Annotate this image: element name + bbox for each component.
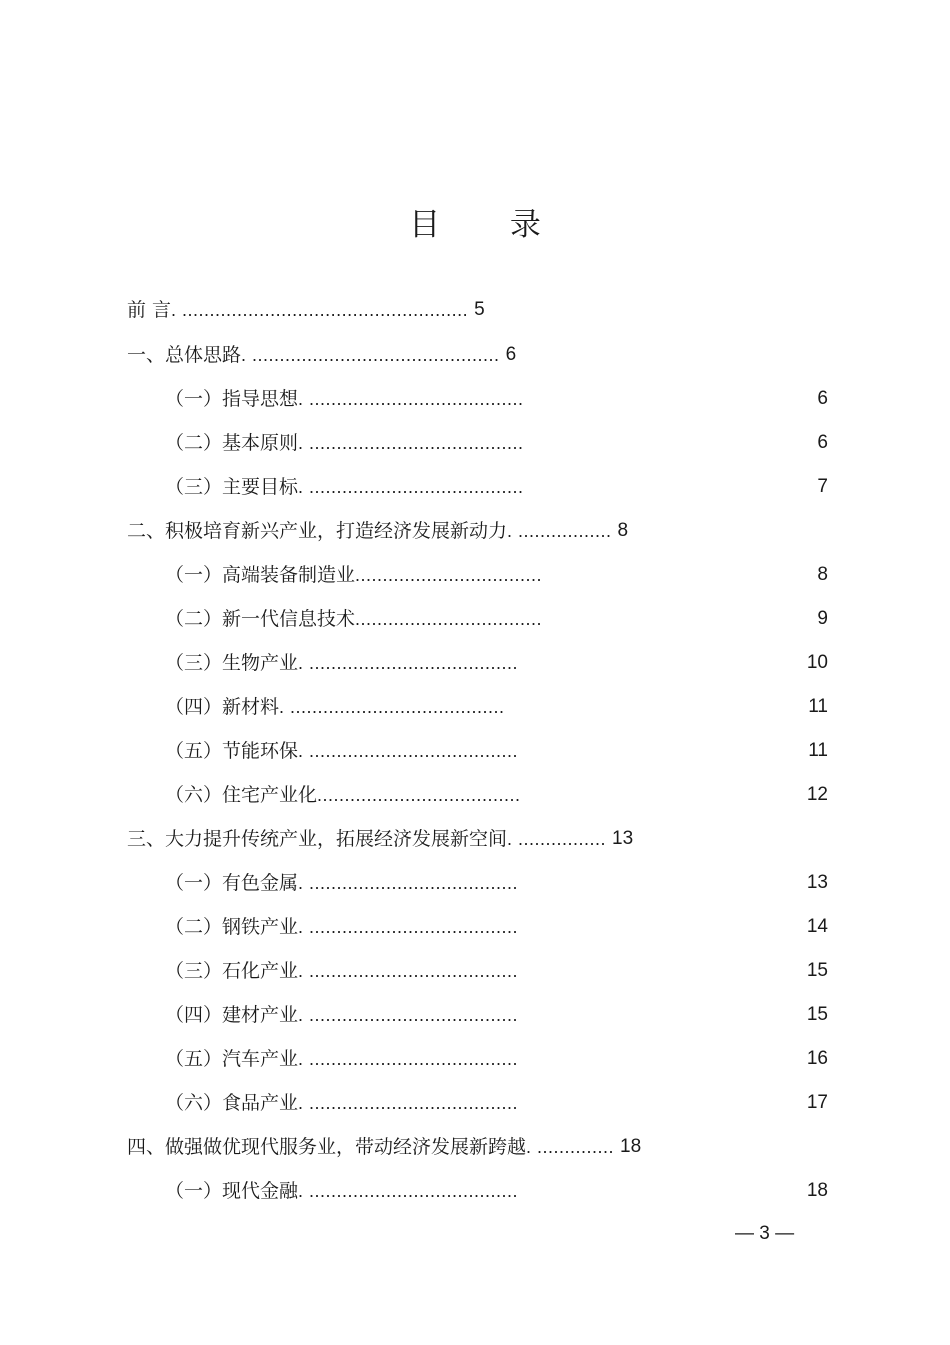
toc-leader-dots: . ................ bbox=[507, 829, 607, 849]
toc-entry-3-1[interactable] bbox=[165, 868, 518, 898]
toc-leader-dots: .................................. bbox=[355, 565, 543, 585]
toc-page-number: 8 bbox=[617, 520, 629, 541]
toc-page-number: 8 bbox=[817, 564, 828, 585]
toc-entry-label: （二）基本原则 bbox=[165, 432, 299, 454]
toc-page-number: 5 bbox=[474, 299, 485, 320]
toc-entry-1-2[interactable] bbox=[165, 428, 524, 458]
toc-page-number: 10 bbox=[806, 652, 828, 673]
toc-entry-2-3[interactable] bbox=[165, 648, 518, 678]
toc-page-number: 6 bbox=[505, 344, 517, 365]
toc-entry-label: 三、大力提升传统产业，拓展经济发展新空间 bbox=[127, 828, 508, 850]
toc-entry-label: 前 言 bbox=[127, 299, 172, 321]
toc-entry-label: 四、做强做优现代服务业，带动经济发展新跨越 bbox=[127, 1136, 527, 1158]
toc-page-number: 11 bbox=[808, 696, 828, 717]
toc-leader-dots: .................................. bbox=[355, 609, 543, 629]
page-footer-number: — 3 — bbox=[735, 1223, 795, 1244]
toc-entry-label: （二）钢铁产业 bbox=[165, 916, 299, 938]
toc-entry-label: （四）新材料 bbox=[165, 696, 280, 718]
toc-entry-label: （四）建材产业 bbox=[165, 1004, 299, 1026]
toc-leader-dots: . ...................................... bbox=[298, 917, 519, 937]
toc-leader-dots: . ...................................... bbox=[298, 653, 519, 673]
toc-entry-3-5[interactable] bbox=[165, 1044, 518, 1074]
toc-entry-3-4[interactable] bbox=[165, 1000, 518, 1030]
toc-entry-label: （三）生物产业 bbox=[165, 652, 299, 674]
toc-entry-label: （一）高端装备制造业 bbox=[165, 564, 356, 586]
toc-entry-section-2[interactable] bbox=[127, 516, 628, 546]
toc-entry-label: （一）有色金属 bbox=[165, 872, 299, 894]
toc-page-number: 13 bbox=[806, 872, 828, 893]
toc-entry-2-1[interactable] bbox=[165, 560, 542, 590]
toc-leader-dots: . .................................................... bbox=[171, 300, 469, 320]
toc-page-number: 15 bbox=[806, 960, 828, 981]
toc-entry-label: （三）主要目标 bbox=[165, 476, 299, 498]
toc-entry-1-3[interactable] bbox=[165, 472, 524, 502]
toc-page-number: 11 bbox=[808, 740, 828, 761]
toc-page-number: 16 bbox=[806, 1048, 828, 1069]
toc-entry-label: 一、总体思路 bbox=[127, 344, 242, 366]
toc-leader-dots: ..................................... bbox=[317, 785, 521, 805]
toc-entry-label: （二）新一代信息技术 bbox=[165, 608, 356, 630]
toc-page-number: 6 bbox=[817, 432, 828, 453]
toc-entry-label: （六）住宅产业化 bbox=[165, 784, 318, 806]
toc-leader-dots: . ....................................... bbox=[298, 477, 524, 497]
toc-leader-dots: . ...................................... bbox=[298, 1049, 519, 1069]
toc-entry-label: （一）现代金融 bbox=[165, 1180, 299, 1202]
toc-entry-2-6[interactable] bbox=[165, 780, 521, 810]
toc-entry-label: 二、积极培育新兴产业，打造经济发展新动力 bbox=[127, 520, 508, 542]
toc-leader-dots: . ...................................... bbox=[298, 1181, 519, 1201]
toc-entry-preface[interactable] bbox=[127, 295, 485, 325]
toc-leader-dots: . ................. bbox=[507, 521, 612, 541]
toc-page-number: 18 bbox=[806, 1180, 828, 1201]
toc-entry-section-3[interactable] bbox=[127, 824, 633, 854]
toc-leader-dots: . ...................................... bbox=[298, 1093, 519, 1113]
toc-entry-4-1[interactable] bbox=[165, 1176, 518, 1206]
toc-leader-dots: . ....................................... bbox=[298, 389, 524, 409]
toc-page-number: 6 bbox=[817, 388, 828, 409]
toc-leader-dots: . ....................................... bbox=[279, 697, 505, 717]
page-title: 目 录 bbox=[409, 207, 571, 243]
toc-entry-section-4[interactable] bbox=[127, 1132, 641, 1162]
toc-page-number: 18 bbox=[620, 1136, 642, 1157]
toc-page-number: 12 bbox=[806, 784, 828, 805]
toc-entry-label: （三）石化产业 bbox=[165, 960, 299, 982]
toc-leader-dots: . ...................................... bbox=[298, 961, 519, 981]
toc-entry-2-5[interactable] bbox=[165, 736, 518, 766]
toc-page-number: 14 bbox=[806, 916, 828, 937]
toc-entry-label: （五）节能环保 bbox=[165, 740, 299, 762]
toc-page-number: 13 bbox=[612, 828, 634, 849]
toc-page-number: 9 bbox=[817, 608, 828, 629]
toc-entry-2-4[interactable] bbox=[165, 692, 505, 722]
toc-entry-section-1[interactable] bbox=[127, 340, 516, 370]
toc-leader-dots: . ...................................... bbox=[298, 1005, 519, 1025]
toc-leader-dots: . ...................................... bbox=[298, 873, 519, 893]
toc-leader-dots: . ...................................... bbox=[298, 741, 519, 761]
toc-entry-label: （六）食品产业 bbox=[165, 1092, 299, 1114]
toc-entry-3-6[interactable] bbox=[165, 1088, 518, 1118]
toc-entry-label: （五）汽车产业 bbox=[165, 1048, 299, 1070]
toc-entry-2-2[interactable] bbox=[165, 604, 542, 634]
toc-entry-label: （一）指导思想 bbox=[165, 388, 299, 410]
toc-leader-dots: . .............. bbox=[526, 1137, 615, 1157]
toc-leader-dots: . ............................................. bbox=[241, 345, 500, 365]
toc-page-number: 17 bbox=[806, 1092, 828, 1113]
toc-page-number: 15 bbox=[806, 1004, 828, 1025]
toc-page-number: 7 bbox=[817, 476, 828, 497]
toc-leader-dots: . ....................................... bbox=[298, 433, 524, 453]
toc-entry-3-3[interactable] bbox=[165, 956, 518, 986]
toc-entry-3-2[interactable] bbox=[165, 912, 518, 942]
toc-entry-1-1[interactable] bbox=[165, 384, 524, 414]
